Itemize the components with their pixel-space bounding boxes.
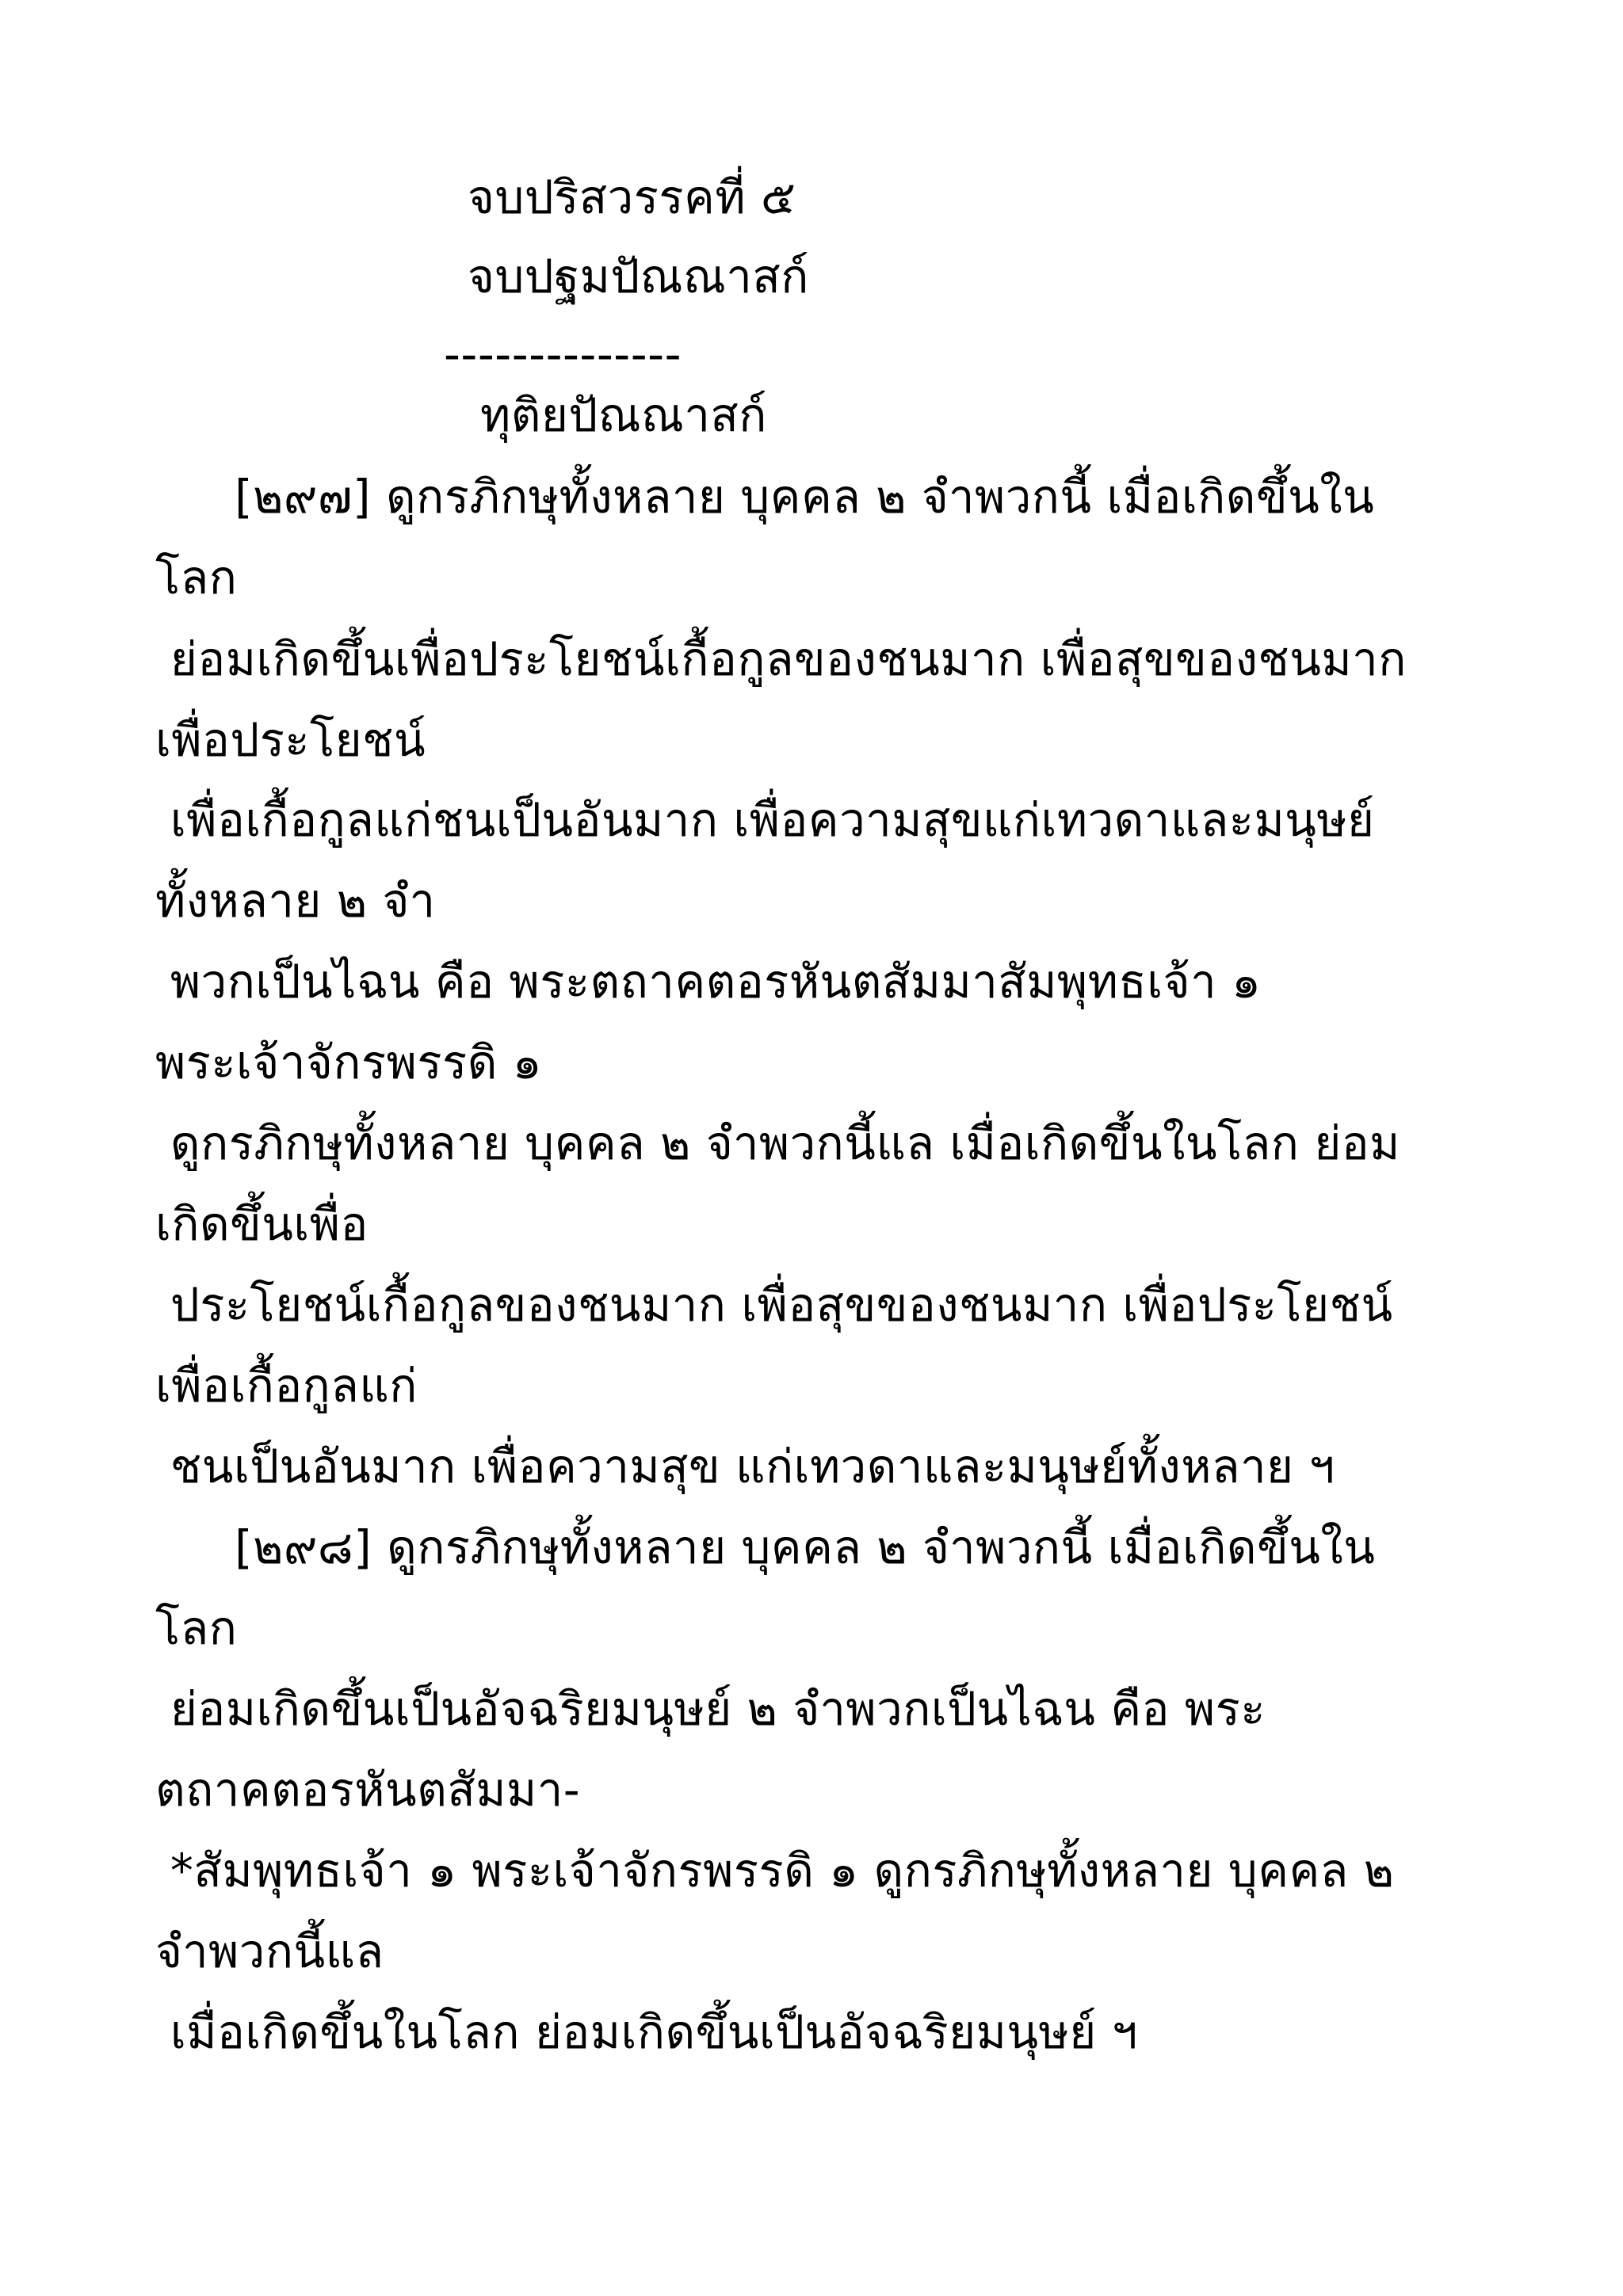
paragraph-298-line: เมื่อเกิดขึ้นในโลก ย่อมเกิดขึ้นเป็นอัจฉริยมนุษย์ ฯ — [155, 2005, 1138, 2059]
paragraph-297-line: [๒๙๗] ดูกรภิกษุทั้งหลาย บุคคล ๒ จำพวกนี้ เมื่อเกิดขึ้นใน — [235, 470, 1375, 524]
paragraph-298-line: จำพวกนี้แล — [155, 1924, 384, 1978]
paragraph-297-line: เกิดขึ้นเพื่อ — [155, 1197, 369, 1251]
next-section-heading: ทุติยปัณณาสก์ — [480, 388, 767, 442]
paragraph-297-line: ย่อมเกิดขึ้นเพื่อประโยชน์เกื้อกูลของชนมาก เพื่อสุขของชนมาก — [155, 632, 1407, 686]
paragraph-297-line: เพื่อเกื้อกูลแก่ชนเป็นอันมาก เพื่อความสุขแก่เทวดาและมนุษย์ — [155, 793, 1375, 847]
paragraph-298-line: ตถาคตอรหันตสัมมา- — [155, 1763, 581, 1817]
paragraph-297-line: พวกเป็นไฉน คือ พระตถาคตอรหันตสัมมาสัมพุทธเจ้า ๑ — [155, 955, 1262, 1009]
paragraph-297-line: ดูกรภิกษุทั้งหลาย บุคคล ๒ จำพวกนี้แล เมื่อเกิดขึ้นในโลก ย่อม — [155, 1116, 1400, 1170]
paragraph-297-line: ชนเป็นอันมาก เพื่อความสุข แก่เทวดาและมนุษย์ทั้งหลาย ฯ — [155, 1440, 1335, 1493]
paragraph-297-line: เพื่อประโยชน์ — [155, 713, 426, 767]
paragraph-298-line: ย่อมเกิดขึ้นเป็นอัจฉริยมนุษย์ ๒ จำพวกเป็นไฉน คือ พระ — [155, 1682, 1266, 1736]
chapter-end-heading: จบปริสวรรคที่ ๕ — [468, 170, 796, 224]
paragraph-298-line: *สัมพุทธเจ้า ๑ พระเจ้าจักรพรรดิ ๑ ดูกรภิกษุทั้งหลาย บุคคล ๒ — [155, 1844, 1395, 1897]
paragraph-298-line: โลก — [155, 1601, 238, 1655]
paragraph-298-line: [๒๙๘] ดูกรภิกษุทั้งหลาย บุคคล ๒ จำพวกนี้ เมื่อเกิดขึ้นใน — [235, 1520, 1376, 1574]
paragraph-297-line: ทั้งหลาย ๒ จำ — [155, 874, 436, 928]
paragraph-297-line: ประโยชน์เกื้อกูลของชนมาก เพื่อสุขของชนมาก เพื่อประโยชน์ — [155, 1278, 1393, 1332]
paragraph-297-line: พระเจ้าจักรพรรดิ ๑ — [155, 1035, 543, 1089]
paragraph-297-line: โลก — [155, 551, 238, 605]
section-divider: -------------- — [444, 327, 682, 381]
paragraph-297-line: เพื่อเกื้อกูลแก่ — [155, 1359, 418, 1413]
section-end-heading: จบปฐมปัณณาสก์ — [468, 250, 809, 303]
